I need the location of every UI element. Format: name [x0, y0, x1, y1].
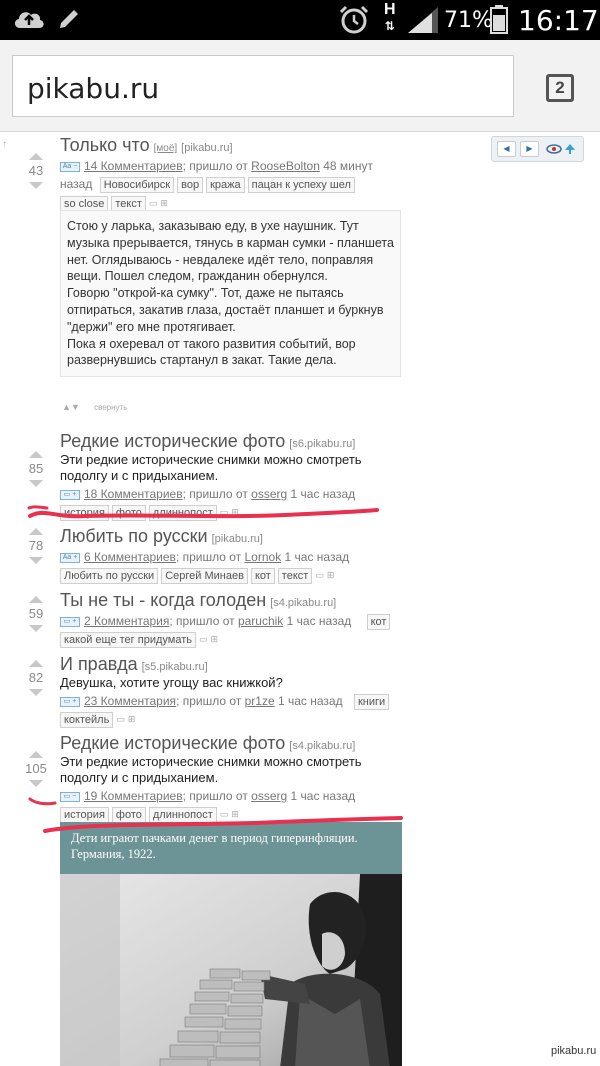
watermark: pikabu.ru	[548, 1045, 599, 1057]
pencil-icon	[56, 6, 82, 32]
story-score: 105	[25, 761, 47, 776]
tab-count-button[interactable]: 2	[546, 74, 574, 102]
story-title[interactable]: Редкие исторические фото	[60, 733, 286, 753]
vote-widget	[20, 596, 52, 632]
alarm-icon	[338, 5, 370, 35]
story-photo[interactable]	[60, 822, 402, 1066]
downvote-arrow-icon[interactable]	[29, 689, 43, 696]
comments-link[interactable]: 23 Комментария	[84, 694, 177, 708]
story-tags	[60, 566, 405, 585]
comments-link[interactable]: 14 Комментариев	[84, 159, 183, 173]
tag[interactable]: Любить по русски	[60, 568, 158, 584]
tag[interactable]: длиннопост	[149, 807, 217, 823]
author-link[interactable]: pr1ze	[244, 694, 275, 708]
address-bar[interactable]	[12, 55, 514, 117]
downvote-arrow-icon[interactable]	[29, 480, 43, 487]
tag[interactable]: текст	[111, 196, 146, 212]
tag[interactable]: длиннопост	[149, 505, 217, 521]
tag[interactable]: коктейль	[60, 712, 113, 728]
upvote-arrow-icon[interactable]	[29, 660, 43, 667]
page-content	[0, 133, 600, 1066]
story-meta: ▭ + 2 Комментария; пришло от paruchik 1 час назад кот	[60, 612, 405, 630]
comments-link[interactable]: 19 Комментариев	[84, 789, 183, 803]
eye-icon[interactable]	[546, 143, 562, 155]
story-body	[60, 135, 405, 213]
vote-widget	[20, 751, 52, 787]
story-description: Девушка, хотите угощу вас книжкой?	[60, 675, 283, 690]
tag[interactable]: пацан к успеху шел	[248, 177, 355, 193]
status-bar	[0, 0, 600, 40]
story-tags	[60, 630, 405, 649]
comments-toggle-icon[interactable]: ▭ +	[60, 617, 80, 627]
tag-edit-icon[interactable]: ▭⊞	[315, 570, 338, 581]
vote-widget	[20, 660, 52, 696]
story-nav-widget	[491, 136, 584, 162]
tag[interactable]: какой еще тег придумать	[60, 632, 196, 648]
author-link[interactable]: osserg	[251, 789, 288, 803]
story-meta: Aa + 6 Комментариев; пришло от Lornok 1 час назад	[60, 548, 405, 566]
story-meta: ▭ − 19 Комментариев; пришло от osserg 1 час назад	[60, 787, 405, 805]
story-domain: [s6.pikabu.ru]	[289, 438, 356, 450]
author-link[interactable]: RooseBolton	[251, 159, 320, 173]
story-tags	[60, 710, 405, 729]
story-title[interactable]: Редкие исторические фото	[60, 431, 286, 451]
tag[interactable]: фото	[112, 505, 146, 521]
story-score: 82	[28, 670, 44, 685]
network-type-icon: H ⇅	[384, 1, 396, 33]
vote-widget	[20, 451, 52, 487]
story-score: 78	[28, 538, 44, 553]
tag[interactable]: Новосибирск	[100, 177, 174, 193]
downvote-arrow-icon[interactable]	[29, 625, 43, 632]
tag[interactable]: Сергей Минаев	[161, 568, 248, 584]
story-body	[60, 654, 405, 729]
mine-tag[interactable]: [моё]	[153, 143, 178, 154]
story-body	[60, 733, 405, 824]
photo-caption: Дети играют пачками денег в период гиперинфляции. Германия, 1922.	[71, 831, 358, 861]
story-text: Стою у ларька, заказываю еду, в ухе наушник. Тут музыка прерывается, тянусь в карман сумки - планшета нет. Оглядываюсь - невдалеке идёт тело, поправляя вещи. Пошел следом, гражданин обернулся. Говорю "открой-ка сумку". Тот, даже не пытаясь отпираться, закатив глаза, достаёт планшет и буркнув "держи" его мне протягивает. Пока я охеревал от такого развития событий, вор развернувшись стартанул в закат. Такие дела.	[60, 210, 401, 377]
story-domain: [pikabu.ru]	[181, 142, 233, 154]
collapse-link[interactable]: свернуть	[94, 403, 128, 412]
small-vote-arrows-icon[interactable]: ▲▼	[62, 402, 80, 412]
comments-link[interactable]: 18 Комментариев	[84, 487, 183, 501]
upvote-arrow-icon[interactable]	[29, 153, 43, 160]
tag-edit-icon[interactable]: ▭⊞	[198, 634, 222, 645]
clock: 16:17	[518, 4, 599, 37]
story-description: Эти редкие исторические снимки можно смотреть подолгу и с придыханием.	[60, 452, 362, 483]
story-domain: [pikabu.ru]	[211, 533, 263, 545]
story-description: Эти редкие исторические снимки можно смотреть подолгу и с придыханием.	[60, 754, 362, 785]
comments-toggle-icon[interactable]: Aa +	[60, 553, 80, 563]
tag[interactable]: so close	[60, 196, 108, 212]
tag[interactable]: кот	[367, 614, 391, 630]
tag-edit-icon[interactable]: ▭⊞	[148, 198, 171, 209]
story-body	[60, 590, 405, 649]
battery-percent: 71%	[444, 8, 493, 33]
story-domain: [s4.pikabu.ru]	[270, 597, 337, 609]
comments-toggle-icon[interactable]: ▭ +	[60, 697, 80, 707]
upvote-arrow-icon[interactable]	[29, 751, 43, 758]
tag[interactable]: история	[60, 505, 109, 521]
collapse-row	[62, 402, 127, 412]
cloud-upload-icon	[12, 6, 46, 32]
comments-toggle-icon[interactable]: Aa −	[60, 162, 80, 172]
up-arrow-icon: ↑	[2, 139, 7, 150]
photo-caption-bar	[60, 822, 402, 874]
story-meta: Aa − 14 Комментариев; пришло от RooseBolton 48 минут назад Новосибирск вор кража пацан к успеху шел	[60, 159, 373, 191]
comments-toggle-icon[interactable]: ▭ −	[60, 792, 80, 802]
tag[interactable]: кот	[251, 568, 275, 584]
tag[interactable]: кража	[206, 177, 245, 193]
tag-edit-icon[interactable]: ▭⊞	[219, 507, 242, 518]
story-meta: ▭ + 18 Комментариев; пришло от osserg 1 час назад	[60, 485, 405, 503]
vote-widget	[20, 153, 52, 189]
downvote-arrow-icon[interactable]	[29, 182, 43, 189]
story-title[interactable]: Только что	[60, 135, 150, 155]
downvote-arrow-icon[interactable]	[29, 557, 43, 564]
url-text: pikabu.ru	[27, 72, 160, 105]
tag[interactable]: книги	[354, 694, 389, 710]
author-link[interactable]: paruchik	[237, 614, 284, 628]
upvote-arrow-icon[interactable]	[29, 596, 43, 603]
downvote-arrow-icon[interactable]	[29, 780, 43, 787]
comments-toggle-icon[interactable]: ▭ +	[60, 490, 80, 500]
prev-arrow-icon[interactable]: ◀	[497, 141, 516, 157]
tag[interactable]: вор	[177, 177, 203, 193]
tag-edit-icon[interactable]: ▭⊞	[219, 809, 242, 820]
browser-toolbar	[0, 40, 600, 132]
upvote-arrow-icon[interactable]	[29, 528, 43, 535]
next-arrow-icon[interactable]: ▶	[520, 141, 539, 157]
story-body	[60, 526, 405, 585]
story-meta: ▭ + 23 Комментария; пришло от pr1ze 1 час назад книги	[60, 692, 405, 710]
story-score: 43	[28, 163, 44, 178]
story-title[interactable]: Ты не ты - когда голоден	[60, 590, 267, 610]
story-tags	[60, 503, 405, 522]
story-domain: [s5.pikabu.ru]	[141, 661, 208, 673]
author-link[interactable]: Lornok	[244, 550, 282, 564]
tag[interactable]: текст	[278, 568, 313, 584]
story-domain: [s4.pikabu.ru]	[289, 740, 356, 752]
author-link[interactable]: osserg	[251, 487, 288, 501]
upvote-arrow-icon[interactable]	[29, 451, 43, 458]
signal-icon	[406, 5, 440, 35]
story-score: 59	[28, 606, 44, 621]
tag[interactable]: фото	[112, 807, 146, 823]
historical-photo-image	[60, 874, 402, 1066]
battery-icon	[490, 4, 508, 34]
comments-link[interactable]: 6 Комментариев	[84, 550, 176, 564]
story-body	[60, 431, 405, 522]
story-title[interactable]: Любить по русски	[60, 526, 208, 546]
tag-edit-icon[interactable]: ▭⊞	[116, 714, 139, 725]
tag[interactable]: история	[60, 807, 109, 823]
story-title[interactable]: И правда	[60, 654, 138, 674]
vote-widget	[20, 528, 52, 564]
story-score: 85	[28, 461, 44, 476]
pin-icon[interactable]	[564, 143, 576, 155]
comments-link[interactable]: 2 Комментария	[84, 614, 170, 628]
